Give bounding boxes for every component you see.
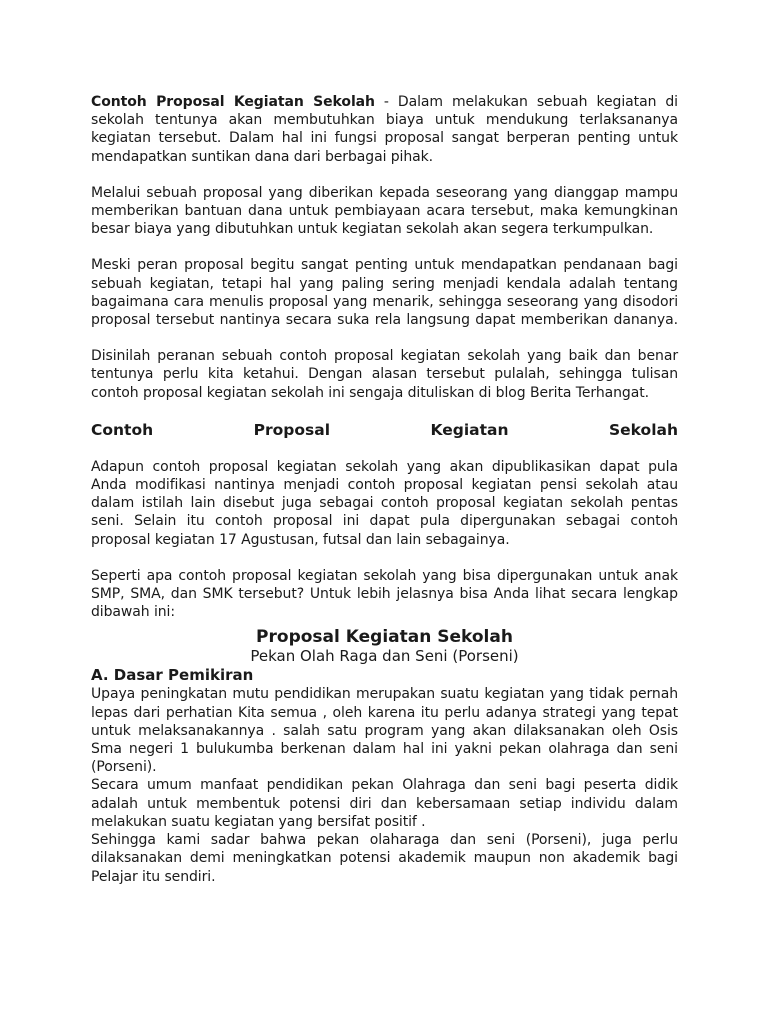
section-paragraph-1: Adapun contoh proposal kegiatan sekolah yang akan dipublikasikan dapat pula Anda modifikasi nantinya menjadi contoh proposal kegiatan pensi sekolah atau dalam istilah lain disebut juga sebagai contoh proposal kegiatan sekolah pentas seni. Selain itu contoh proposal ini dapat pula dipergunakan sebagai contoh proposal kegiatan 17 Agustusan, futsal dan lain sebagainya. [91, 458, 678, 548]
section-paragraph-2: Seperti apa contoh proposal kegiatan sekolah yang bisa dipergunakan untuk anak SMP, SMA, dan SMK tersebut? Untuk lebih jelasnya bisa Anda lihat secara lengkap dibawah ini: [91, 567, 678, 621]
intro-paragraph-4: Disinilah peranan sebuah contoh proposal kegiatan sekolah yang baik dan benar tentunya perlu kita ketahui. Dengan alasan tersebut pulalah, sehingga tulisan contoh proposal kegiatan sekolah ini sengaja dituliskan di blog Berita Terhangat. [91, 348, 678, 401]
dasar-paragraph-3: Sehingga kami sadar bahwa pekan olaharaga dan seni (Porseni), juga perlu dilaksanakan demi meningkatkan potensi akademik maupun non akademik bagi Pelajar itu sendiri. [91, 832, 678, 885]
intro-paragraph-3: Meski peran proposal begitu sangat penting untuk mendapatkan pendanaan bagi sebuah kegiatan, tetapi hal yang paling sering menjadi kendala adalah tentang bagaimana cara menulis proposal yang menarik, sehingga seseorang yang disodori proposal tersebut nantinya secara suka rela langsung dapat memberikan dananya. [91, 257, 678, 329]
intro-paragraph-2: Melalui sebuah proposal yang diberikan kepada seseorang yang dianggap mampu memberikan bantuan dana untuk pembiayaan acara tersebut, maka kemungkinan besar biaya yang dibutuhkan untuk kegiatan sekolah akan segera terkumpulkan. [91, 184, 678, 238]
proposal-subtitle: Pekan Olah Raga dan Seni (Porseni) [250, 647, 519, 666]
subheading-dasar-pemikiran: A. Dasar Pemikiran [91, 666, 254, 685]
intro-lead-bold: Contoh Proposal Kegiatan Sekolah [91, 94, 375, 110]
dasar-paragraph-2: Secara umum manfaat pendidikan pekan Olahraga dan seni bagi peserta didik adalah untuk membentuk potensi diri dan kebersamaan setiap individu dalam melakukan suatu kegiatan yang bersifat positif . [91, 777, 678, 830]
intro-lead-text: - Dalam melakukan sebuah kegiatan di sekolah tentunya akan membutuhkan biaya untuk mendukung terlaksananya kegiatan tersebut. Dalam hal ini fungsi proposal sangat berperan penting untuk mendapatkan suntikan dana dari berbagai pihak. [91, 94, 678, 165]
intro-paragraph-1 [91, 93, 678, 166]
section-heading: Contoh Proposal Kegiatan Sekolah [91, 420, 678, 439]
dasar-paragraph-1: Upaya peningkatan mutu pendidikan merupakan suatu kegiatan yang tidak pernah lepas dari perhatian Kita semua , oleh karena itu perlu adanya strategi yang tepat untuk melaksanakannya . salah satu program yang akan dilaksanakan oleh Osis Sma negeri 1 bulukumba berkenan dalam hal ini yakni pekan olahraga dan seni (Porseni). [91, 686, 678, 776]
proposal-title: Proposal Kegiatan Sekolah [256, 627, 513, 648]
